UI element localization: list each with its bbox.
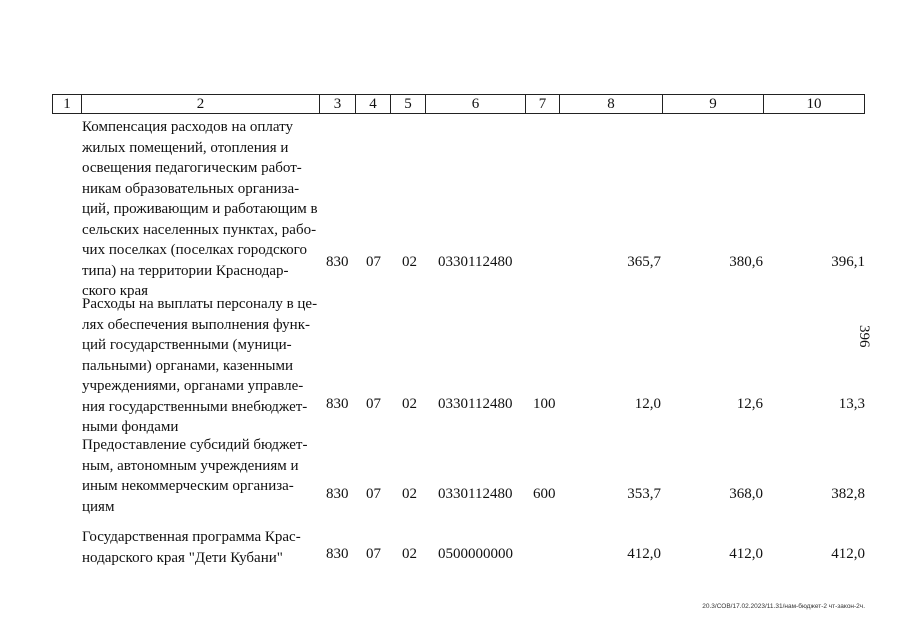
cell-section: 07 bbox=[366, 395, 381, 412]
header-col-1: 1 bbox=[53, 95, 82, 114]
cell-section: 07 bbox=[366, 545, 381, 562]
cell-amount-1: 412,0 bbox=[627, 545, 661, 562]
table-row bbox=[0, 117, 905, 299]
row-description: Расходы на выплаты персоналу в це- лях обеспечения выполнения функ- ций государственными (муници- пальными) органами, казенными учреждениями, органами управле- ния государственными внебюджет- ными фондами bbox=[82, 296, 318, 435]
header-col-9: 9 bbox=[663, 95, 764, 114]
page-number: 396 bbox=[856, 325, 872, 348]
header-col-5: 5 bbox=[391, 95, 426, 114]
cell-subsection: 02 bbox=[402, 485, 417, 502]
table-row bbox=[0, 294, 905, 435]
cell-amount-1: 353,7 bbox=[627, 485, 661, 502]
cell-target-article: 0330112480 bbox=[438, 485, 513, 502]
cell-amount-2: 368,0 bbox=[729, 485, 763, 502]
cell-ministry: 830 bbox=[326, 545, 349, 562]
cell-ministry: 830 bbox=[326, 253, 349, 270]
cell-amount-2: 12,6 bbox=[736, 395, 763, 412]
header-col-10: 10 bbox=[764, 95, 865, 114]
cell-amount-1: 12,0 bbox=[634, 395, 661, 412]
header-col-6: 6 bbox=[426, 95, 526, 114]
header-col-4: 4 bbox=[356, 95, 391, 114]
column-header-table bbox=[52, 94, 865, 114]
cell-subsection: 02 bbox=[402, 545, 417, 562]
document-footer: 20.3/СОВ/17.02.2023/11.31/нам-бюджет-2 чт-закон-2ч. bbox=[702, 603, 865, 610]
cell-target-article: 0330112480 bbox=[438, 395, 513, 412]
header-col-7: 7 bbox=[526, 95, 560, 114]
cell-expense-type: 100 bbox=[533, 395, 556, 412]
header-col-2: 2 bbox=[82, 95, 320, 114]
table-row bbox=[0, 435, 905, 515]
cell-target-article: 0330112480 bbox=[438, 253, 513, 270]
header-col-3: 3 bbox=[320, 95, 356, 114]
cell-section: 07 bbox=[366, 253, 381, 270]
cell-amount-3: 412,0 bbox=[831, 545, 865, 562]
cell-ministry: 830 bbox=[326, 395, 349, 412]
table-row bbox=[0, 527, 905, 564]
cell-section: 07 bbox=[366, 485, 381, 502]
row-description: Предоставление субсидий бюджет- ным, автономным учреждениям и иным некоммерческим организа- циям bbox=[82, 437, 308, 515]
cell-target-article: 0500000000 bbox=[438, 545, 513, 562]
cell-expense-type: 600 bbox=[533, 485, 556, 502]
cell-subsection: 02 bbox=[402, 395, 417, 412]
cell-ministry: 830 bbox=[326, 485, 349, 502]
cell-amount-2: 380,6 bbox=[729, 253, 763, 270]
cell-amount-3: 396,1 bbox=[831, 253, 865, 270]
cell-amount-1: 365,7 bbox=[627, 253, 661, 270]
row-description: Компенсация расходов на оплату жилых помещений, отопления и освещения педагогическим работ- никам образовательных организа- ций, проживающим и работающим в сельских населенных пунктах, рабо- чих поселках (поселках городского типа) на территории Краснодар- ского края bbox=[82, 119, 318, 299]
row-description: Государственная программа Крас- нодарского края "Дети Кубани" bbox=[82, 529, 301, 566]
cell-subsection: 02 bbox=[402, 253, 417, 270]
cell-amount-3: 13,3 bbox=[838, 395, 865, 412]
cell-amount-3: 382,8 bbox=[831, 485, 865, 502]
cell-amount-2: 412,0 bbox=[729, 545, 763, 562]
header-col-8: 8 bbox=[560, 95, 663, 114]
